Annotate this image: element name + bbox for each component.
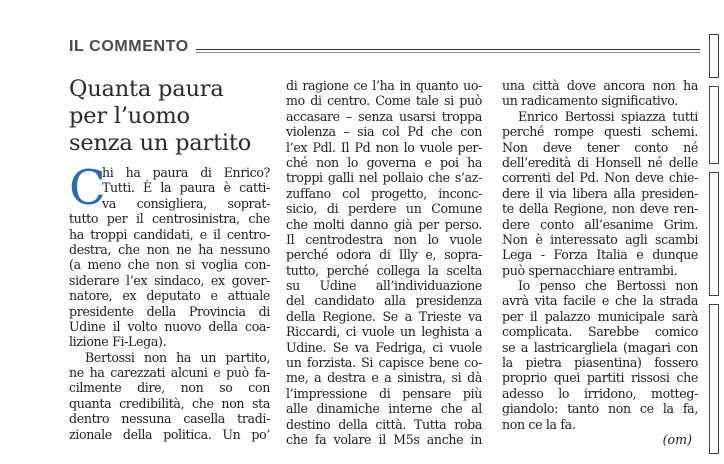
text-line: della Regione. Se a Trieste va (286, 308, 482, 324)
headline-line: per l’uomo (69, 103, 190, 129)
text-line: Non deve tener conto né (502, 139, 698, 155)
text-line: può spernacchiare entrambi. (502, 262, 678, 278)
text-line: l’ex Pdl. Il Pd non lo vuole per- (286, 139, 482, 155)
author-signature: (om) (662, 432, 692, 447)
text-line: di ragione ce l’ha in quanto uo- (286, 78, 482, 93)
headline-line: senza un partito (69, 130, 252, 156)
text-line: ha troppi candidati, e il centro- (69, 226, 270, 242)
text-line: Lega - Forza Italia e dunque (502, 247, 698, 263)
headline-line: Quanta paura (69, 76, 224, 102)
adjacent-page-edge (709, 28, 724, 464)
text-line: destino della città. Tutta roba (286, 416, 482, 432)
text-line: va consigliera, soprat- (102, 195, 270, 211)
text-line: alle dinamiche interne che al (286, 401, 482, 417)
text-line: zionale della politica. Un po’ (69, 426, 270, 442)
text-line: avrà vita facile e che la strada (502, 293, 698, 309)
text-line: che molti danno già per perso. (286, 216, 482, 232)
text-line: adesso lo irridono, motteg- (502, 385, 698, 401)
article-column-2 (286, 78, 482, 447)
article-headline (69, 76, 279, 157)
text-line: un radicamento significativo. (502, 93, 678, 109)
text-line: me, a destra e a sinistra, si dà (286, 370, 482, 386)
text-line: perché odora di Illy e, sopra- (286, 247, 482, 263)
text-line: Il centrodestra non lo vuole (286, 231, 482, 247)
article-column-1 (69, 160, 270, 442)
text-line: (a meno che non si voglia con- (69, 257, 270, 273)
text-line: Riccardi, ci vuole un leghista a (286, 324, 482, 340)
text-line: presidente della Provincia di (69, 303, 270, 319)
text-line: siderare l’ex sindaco, ex gover- (69, 272, 270, 288)
text-line: una città dove ancora non ha (502, 78, 698, 93)
drop-cap: C (69, 160, 106, 216)
text-line: se a lastricargliela (magari con (502, 339, 698, 355)
rubric-divider (196, 49, 700, 50)
text-line: te della Regione, non deve ren- (502, 201, 698, 217)
edge-block (709, 86, 719, 164)
text-line: destra, che non ne ha nessuno (69, 241, 270, 257)
text-line: mo di centro. Come tale si può (286, 93, 482, 109)
text-line: correnti del Pd. Non deve chie- (502, 170, 698, 186)
text-line: proprio quei partiti rissosi che (502, 370, 698, 386)
text-line: l’impressione di pensare più (286, 385, 482, 401)
text-line: per il palazzo municipale sarà (502, 308, 698, 324)
text-line: lizione Fi-Lega). (69, 334, 167, 350)
text-line: tutto, perché collega la scelta (286, 262, 482, 278)
article-column-3 (502, 78, 698, 432)
text-line: dere il via libera alla presiden- (502, 185, 698, 201)
text-line: quanta credibilità, che non sta (69, 395, 270, 411)
edge-block (709, 172, 719, 296)
text-line: complicata. Sarebbe comico (502, 324, 698, 340)
text-line: perché rompe questi schemi. (502, 124, 698, 140)
text-line: ché non lo governa e poi ha (286, 154, 482, 170)
text-line: zuffano col progetto, inconc- (286, 185, 482, 201)
text-line: Udine il volto nuovo della coa- (69, 318, 270, 334)
text-line: giandolo: tanto non ce la fa, (502, 401, 698, 417)
text-line: non ce la fa. (502, 416, 576, 432)
text-line: Enrico Bertossi spiazza tutti (518, 108, 698, 124)
text-line: accasare – senza usarsi troppa (286, 108, 482, 124)
section-rubric: IL COMMENTO (69, 38, 189, 55)
text-line: sicio, di perdere un Comune (286, 201, 482, 217)
text-line: hi ha paura di Enrico? (102, 165, 270, 180)
text-line: Udine. Se va Fedriga, ci vuole (286, 339, 482, 355)
text-line: la pietra piasentina) fossero (502, 355, 698, 371)
text-line: su Udine all’individuazione (286, 278, 482, 294)
text-line: dere conto all’esanime Grim. (502, 216, 698, 232)
edge-block (709, 304, 719, 454)
text-line: un forzista. Si capisce bene co- (286, 355, 482, 371)
text-line: tutto per il centrosinistra, che (69, 211, 270, 227)
edge-block (709, 34, 719, 78)
text-line: Bertossi non ha un partito, (85, 349, 270, 365)
text-line: Non è interessato agli scambi (502, 231, 698, 247)
text-line: Io penso che Bertossi non (518, 278, 698, 294)
text-line: dentro nessuna casella tradi- (69, 411, 270, 427)
text-line: che fa volare il M5s anche in (286, 431, 482, 447)
text-line: Tutti. È la paura è catti- (102, 180, 270, 196)
rubric-divider-thin (196, 52, 700, 53)
text-line: natore, ex deputato e attuale (69, 288, 270, 304)
text-line: dell’eredità di Honsell né delle (502, 154, 698, 170)
text-line: violenza – sia col Pd che con (286, 124, 482, 140)
text-line: troppi galli nel pollaio che s’az- (286, 170, 482, 186)
text-line: ne ha carezzati alcuni e può fa- (69, 365, 270, 381)
text-line: cilmente dire, non so con (69, 380, 270, 396)
text-line: del candidato alla presidenza (286, 293, 482, 309)
